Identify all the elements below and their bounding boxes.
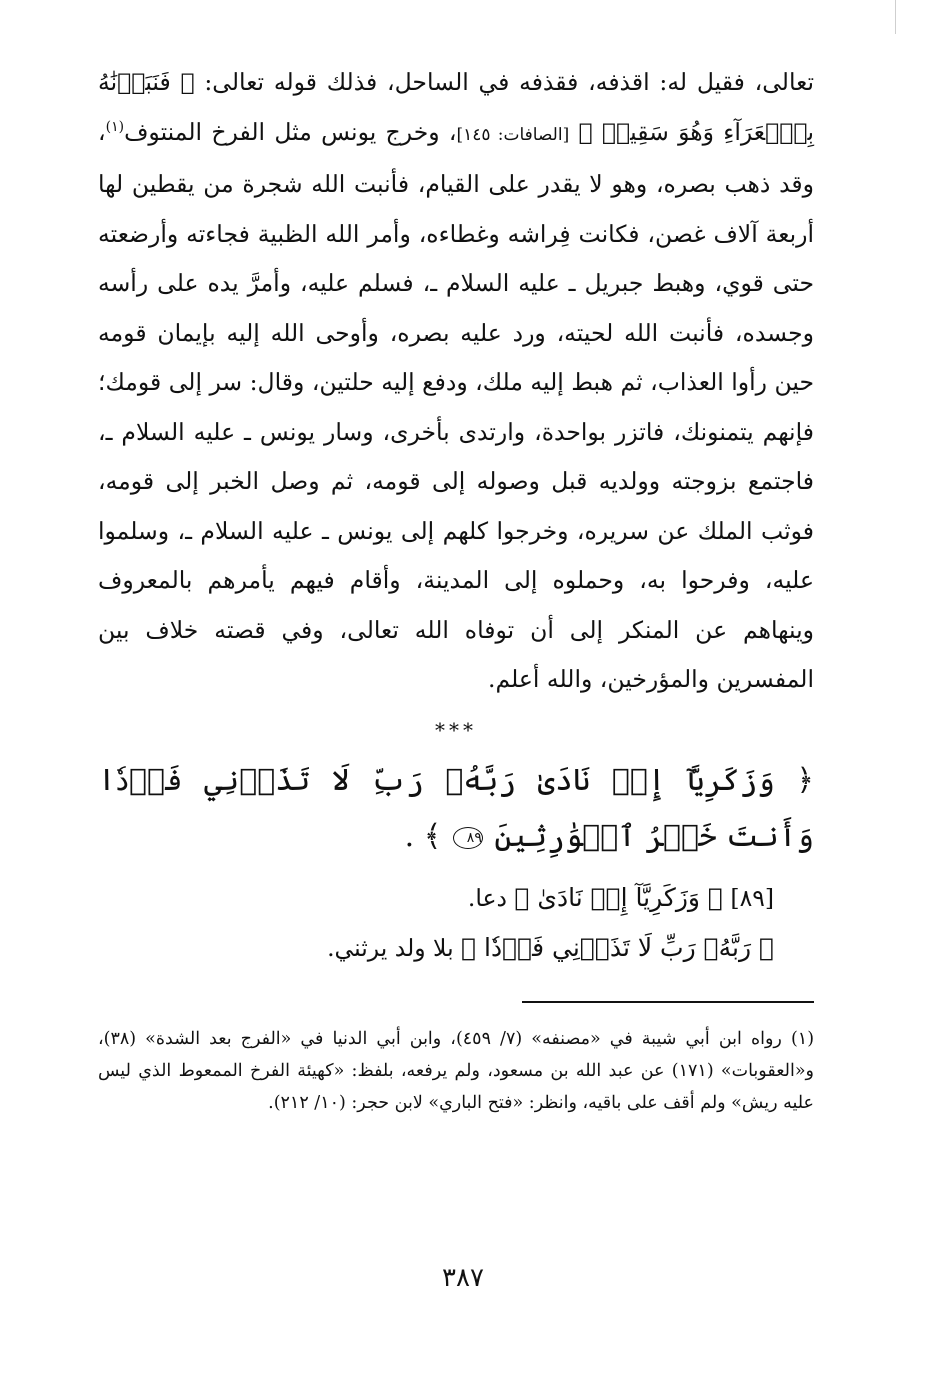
verse-text: ﴿ وَزَكَرِيَّآ إِذۡ نَادَىٰ رَبَّهُۥ رَبِّ لَا تَذَرۡنِي فَرۡدٗا وَأَنتَ خَيۡرُ ٱلۡوَٰرِثِينَ bbox=[98, 762, 814, 854]
tafsir-line-1 bbox=[98, 873, 774, 923]
main-paragraph bbox=[98, 58, 814, 705]
verse-end: ﴾ . bbox=[404, 818, 442, 854]
tafsir-explanation-1: دعا. bbox=[467, 883, 515, 912]
page-number: ٣٨٧ bbox=[442, 1263, 484, 1293]
main-text-part2: ، وخرج يونس مثل الفرخ المنتوف bbox=[124, 117, 457, 146]
quran-reference: [الصافات: ١٤٥] bbox=[456, 124, 570, 145]
section-separator: *** bbox=[435, 717, 477, 742]
tafsir-quote-1: ﴿ وَزَكَرِيَّآ إِذۡ نَادَىٰ ﴾ bbox=[514, 882, 723, 912]
page-edge-line bbox=[895, 0, 896, 34]
ayah-number-icon: ٨٩ bbox=[453, 827, 483, 849]
tafsir-explanation-2: بلا ولد يرثني. bbox=[327, 933, 462, 962]
main-text-part3: ، وقد ذهب بصره، وهو لا يقدر على القيام، فأنبت الله شجرة من يقطين لها أربعة آلاف غصن، فكانت فِراشه وغطاءه، وأمر الله الظبية فجاءته وأرضعته حتى قوي، وهبط جبريل ـ عليه السلام ـ، فسلم عليه، وأمرَّ يده على رأسه وجسده، فأنبت الله لحيته، ورد عليه بصره، وأوحى الله إليه بإيمان قومه حين رأوا العذاب، ثم هبط إليه ملك، ودفع إليه حلتين، وقال: سر إلى قومك؛ فإنهم يتمنونك، فاتزر بواحدة، وارتدى بأخرى، وسار يونس ـ عليه السلام ـ، فاجتمع بزوجته وولديه قبل وصوله إلى قومه، ثم وصل الخبر إلى قومه، فوثب الملك عن سريره، وخرجوا كلهم إلى يونس ـ عليه السلام ـ، وسلموا عليه، وفرحوا به، وحملوه إلى المدينة، وأقام فيهم يأمرهم بالمعروف وينهاهم عن المنكر إلى أن توفاه الله تعالى، وفي قصته خلاف بين المفسرين والمؤرخين، والله أعلم. bbox=[98, 117, 814, 693]
tafsir-verse-number: [٨٩] bbox=[730, 883, 774, 912]
tafsir-block bbox=[98, 873, 814, 973]
tafsir-line-2 bbox=[98, 923, 774, 973]
tafsir-quote-2: ﴿ رَبَّهُۥ رَبِّ لَا تَذَرۡنِي فَرۡدٗا ﴾ bbox=[461, 932, 774, 962]
main-text-part1: تعالى، فقيل له: اقذفه، فقذفه في الساحل، فذلك قوله تعالى: ﴿ فَنَبَذۡنَٰهُ بِٱلۡعَرَآءِ وَهُوَ سَقِيمٞ ﴾ bbox=[98, 68, 814, 146]
quran-verse bbox=[98, 753, 814, 865]
footnote-marker[interactable]: (١) bbox=[105, 118, 125, 135]
footnote-divider bbox=[522, 1001, 814, 1003]
footnote: (١) رواه ابن أبي شيبة في «مصنفه» (٧/ ٤٥٩)، وابن أبي الدنيا في «الفرج بعد الشدة» (٣٨)، و«العقوبات» (١٧١) عن عبد الله بن مسعود، ولم يرفعه، بلفظ: «كهيئة الفرخ الممعوط الذي ليس عليه ريش» ولم أقف على باقيه، وانظر: «فتح الباري» لابن حجر: (١٠/ ٢١٢). bbox=[98, 1028, 815, 1113]
